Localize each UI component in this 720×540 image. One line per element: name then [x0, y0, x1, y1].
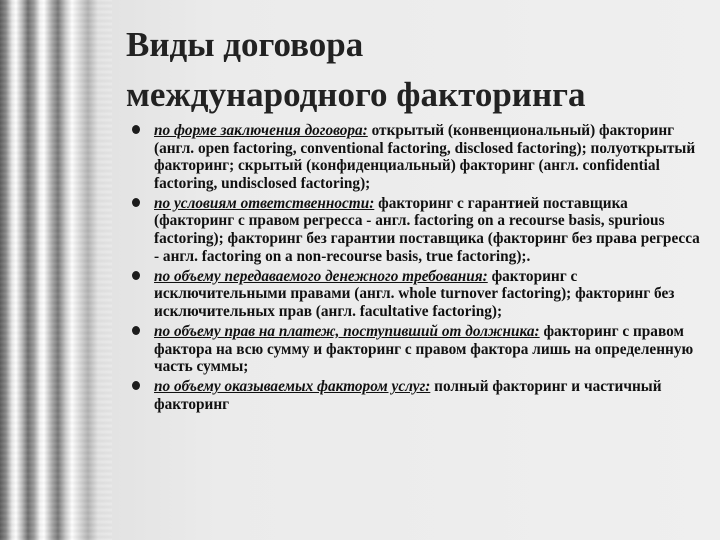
bullet-icon: [132, 198, 140, 207]
list-item: [132, 122, 708, 192]
item-text: факторинг с правом фактора на всю сумму и факторинг с правом фактора лишь на определенную часть суммы;: [154, 323, 694, 376]
list-item: [132, 378, 708, 413]
slide-title: [126, 20, 706, 120]
bullet-icon: [132, 125, 140, 134]
list-item: [132, 268, 708, 321]
title-line-2: международного факторинга: [126, 75, 586, 114]
bullet-list: [132, 122, 708, 416]
item-label: по форме заключения договора:: [154, 122, 368, 139]
item-label: по условиям ответственности:: [154, 194, 375, 212]
list-item: [132, 195, 708, 265]
item-label: по объему оказываемых фактором услуг:: [154, 378, 431, 396]
decorative-metal-strip: [0, 0, 112, 540]
item-text: открытый (конвенциональный) факторинг (англ. open factoring, conventional factoring, disclosed factoring); полуоткрытый факторинг; скрытый (конфиденциальный) факторинг (англ. confidential factoring, undisclosed factoring);: [154, 122, 696, 192]
bullet-icon: [132, 271, 140, 280]
item-text: полный факторинг и частичный факторинг: [154, 378, 662, 413]
item-text: факторинг с гарантией поставщика (факторинг с правом регресса - англ. factoring on a recourse basis, spurious factoring); факторинг без гарантии поставщика (факторинг без права регресса - англ. factoring on a non-recourse basis, true factoring);.: [154, 194, 700, 265]
item-label: по объему прав на платеж, поступивший от должника:: [154, 323, 540, 341]
bullet-icon: [132, 326, 140, 335]
title-line-1: Виды договора: [126, 25, 364, 64]
bullet-icon: [132, 381, 140, 390]
item-text: факторинг с исключительными правами (англ. whole turnover factoring); факторинг без исключительных прав (англ. facultative factoring);: [154, 267, 675, 320]
item-label: по объему передаваемого денежного требования:: [154, 267, 488, 285]
list-item: [132, 323, 708, 376]
